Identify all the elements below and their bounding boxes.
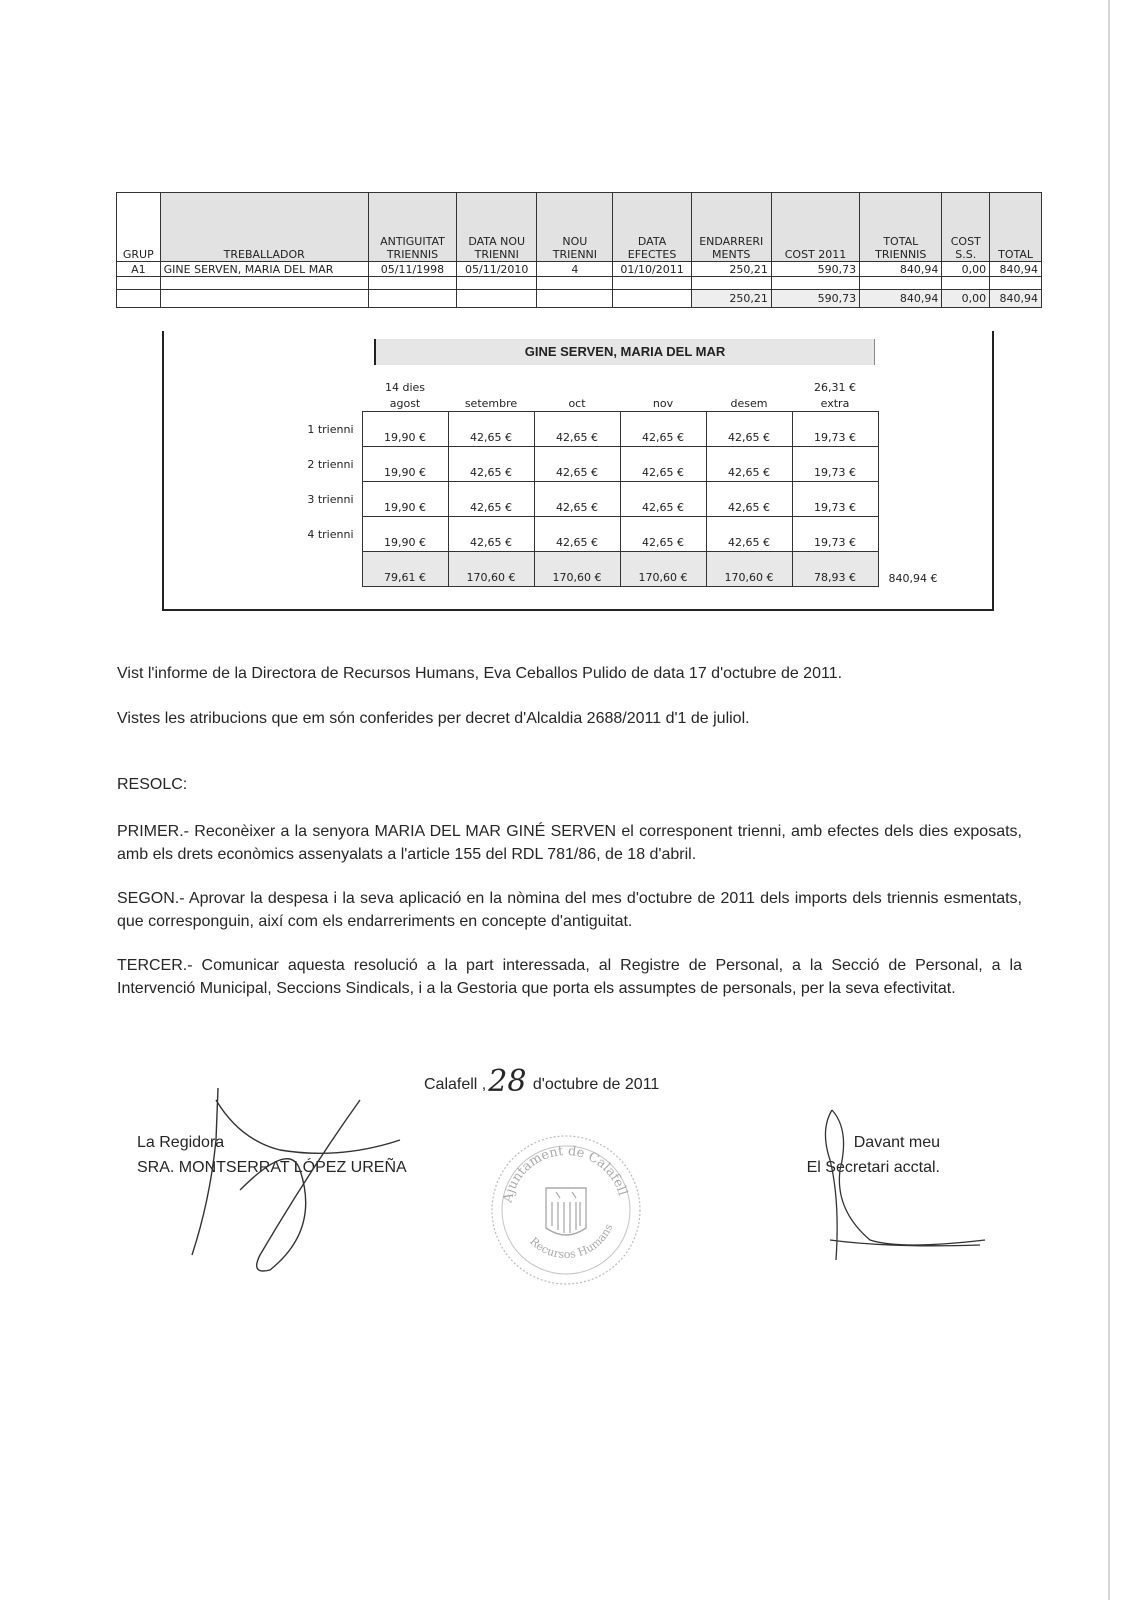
stamp-bottom-text: Recursos Humans <box>527 1221 616 1262</box>
cell-cost-ss: 0,00 <box>942 262 990 277</box>
trienni-row <box>186 412 968 447</box>
paragraph-segon: SEGON.- Aprovar la despesa i la seva aplicació en la nòmina del mes d'octubre de 2011 dels imports dels triennis esmentats, que corresponguin, així com els endarreriments en concepte d'antiguitat. <box>117 890 1022 930</box>
secretari-davant: Davant meu <box>853 1134 940 1151</box>
cell-total-triennis: 840,94 <box>860 262 942 277</box>
value-cell: 42,65 € <box>534 447 620 482</box>
total-endarreriments: 250,21 <box>691 290 771 308</box>
header-total: TOTAL <box>990 193 1042 262</box>
month-nov: nov <box>620 395 706 412</box>
paragraph-primer: PRIMER.- Reconèixer a la senyora MARIA DEL MAR GINÉ SERVEN el corresponent trienni, amb efectes dels dies exposats, amb els drets econòmics assenyalats a l'article 155 del RDL 781/86, de 18 d'abril. <box>117 823 1022 863</box>
value-cell: 19,90 € <box>362 482 448 517</box>
sum-cell: 170,60 € <box>534 552 620 587</box>
value-cell: 19,73 € <box>792 412 878 447</box>
value-cell: 42,65 € <box>534 517 620 552</box>
ajuntament-stamp-icon <box>486 1130 646 1290</box>
month-desem: desem <box>706 395 792 412</box>
sum-cell: 170,60 € <box>448 552 534 587</box>
summary-header-row <box>117 193 1042 262</box>
header-data-efectes: DATA EFECTES <box>613 193 691 262</box>
header-antiguitat: ANTIGUITAT TRIENNIS <box>368 193 456 262</box>
cell-endarreriments: 250,21 <box>691 262 771 277</box>
monthly-breakdown-table <box>186 379 968 587</box>
summary-totals-row <box>117 290 1042 308</box>
cell-grup: A1 <box>117 262 161 277</box>
sum-row <box>186 552 968 587</box>
month-header-row <box>186 395 968 412</box>
summary-empty-row <box>117 277 1042 290</box>
page-edge-line <box>1108 0 1110 1600</box>
summary-data-row <box>117 262 1042 277</box>
row-label: 2 trienni <box>307 457 354 471</box>
row-label: 1 trienni <box>307 422 354 436</box>
total-cost-2011: 590,73 <box>771 290 859 308</box>
value-cell: 42,65 € <box>620 412 706 447</box>
value-cell: 42,65 € <box>534 482 620 517</box>
header-grup: GRUP <box>117 193 161 262</box>
cell-data-efectes: 01/10/2011 <box>613 262 691 277</box>
total-total: 840,94 <box>990 290 1042 308</box>
value-cell: 42,65 € <box>534 412 620 447</box>
value-cell: 42,65 € <box>706 517 792 552</box>
sum-cell: 170,60 € <box>620 552 706 587</box>
value-cell: 19,73 € <box>792 447 878 482</box>
value-cell: 19,73 € <box>792 517 878 552</box>
header-treballador: TREBALLADOR <box>160 193 368 262</box>
grand-total: 840,94 € <box>888 571 938 585</box>
detail-title: GINE SERVEN, MARIA DEL MAR <box>374 339 875 365</box>
sum-cell: 78,93 € <box>792 552 878 587</box>
cell-treballador: GINE SERVEN, MARIA DEL MAR <box>160 262 368 277</box>
signing-month-year: d'octubre de 2011 <box>532 1076 660 1093</box>
value-cell: 19,73 € <box>792 482 878 517</box>
regidora-title: La Regidora <box>137 1134 225 1151</box>
value-cell: 42,65 € <box>706 412 792 447</box>
month-agost: agost <box>362 395 448 412</box>
summary-table <box>116 192 1042 308</box>
trienni-row <box>186 482 968 517</box>
value-cell: 42,65 € <box>706 447 792 482</box>
paragraph-atribucions: Vistes les atribucions que em són conferides per decret d'Alcaldia 2688/2011 d'1 de juliol. <box>117 710 750 727</box>
last-col-note: 26,31 € <box>814 380 856 394</box>
stamp-top-text: Ajuntament de Calafell <box>500 1143 630 1204</box>
detail-box <box>162 331 994 611</box>
row-label: 3 trienni <box>307 492 354 506</box>
header-data-nou: DATA NOU TRIENNI <box>457 193 537 262</box>
total-total-triennis: 840,94 <box>860 290 942 308</box>
value-cell: 42,65 € <box>448 412 534 447</box>
value-cell: 42,65 € <box>620 447 706 482</box>
signing-day-handwritten: 28 <box>488 1064 527 1099</box>
paragraph-tercer: TERCER.- Comunicar aquesta resolució a la part interessada, al Registre de Personal, a la Secció de Personal, a la Intervenció Municipal, Seccions Sindicals, i a la Gestoria que porta els assumptes de personals, per la seva efectivitat. <box>117 957 1022 997</box>
cell-total: 840,94 <box>990 262 1042 277</box>
value-cell: 42,65 € <box>448 482 534 517</box>
sum-cell: 170,60 € <box>706 552 792 587</box>
value-cell: 42,65 € <box>620 517 706 552</box>
regidora-signature-icon <box>180 1080 440 1280</box>
signing-place: Calafell , <box>424 1076 487 1093</box>
total-cost-ss: 0,00 <box>942 290 990 308</box>
heading-resolc: RESOLC: <box>117 776 188 793</box>
value-cell: 42,65 € <box>706 482 792 517</box>
header-cost-2011: COST 2011 <box>771 193 859 262</box>
cell-data-nou: 05/11/2010 <box>457 262 537 277</box>
header-cost-ss: COST S.S. <box>942 193 990 262</box>
month-oct: oct <box>534 395 620 412</box>
month-setembre: setembre <box>448 395 534 412</box>
secretari-signature-icon <box>810 1100 990 1280</box>
header-total-triennis: TOTAL TRIENNIS <box>860 193 942 262</box>
trienni-row <box>186 447 968 482</box>
header-endarreriments: ENDARRERI MENTS <box>691 193 771 262</box>
sum-cell: 79,61 € <box>362 552 448 587</box>
paragraph-informe: Vist l'informe de la Directora de Recursos Humans, Eva Ceballos Pulido de data 17 d'octubre de 2011. <box>117 665 843 682</box>
value-cell: 19,90 € <box>362 447 448 482</box>
first-col-note: 14 dies <box>384 380 426 394</box>
cell-cost-2011: 590,73 <box>771 262 859 277</box>
value-cell: 42,65 € <box>620 482 706 517</box>
regidora-name: SRA. MONTSERRAT LÓPEZ UREÑA <box>137 1159 407 1176</box>
row-label: 4 trienni <box>307 527 354 541</box>
value-cell: 42,65 € <box>448 447 534 482</box>
cell-nou-trienni: 4 <box>537 262 613 277</box>
month-extra: extra <box>792 395 878 412</box>
cell-antiguitat: 05/11/1998 <box>368 262 456 277</box>
value-cell: 19,90 € <box>362 517 448 552</box>
value-cell: 19,90 € <box>362 412 448 447</box>
secretari-title: El Secretari acctal. <box>806 1159 940 1176</box>
signing-date <box>424 1062 659 1097</box>
value-cell: 42,65 € <box>448 517 534 552</box>
trienni-row <box>186 517 968 552</box>
notes-row <box>186 379 968 395</box>
header-nou-trienni: NOU TRIENNI <box>537 193 613 262</box>
